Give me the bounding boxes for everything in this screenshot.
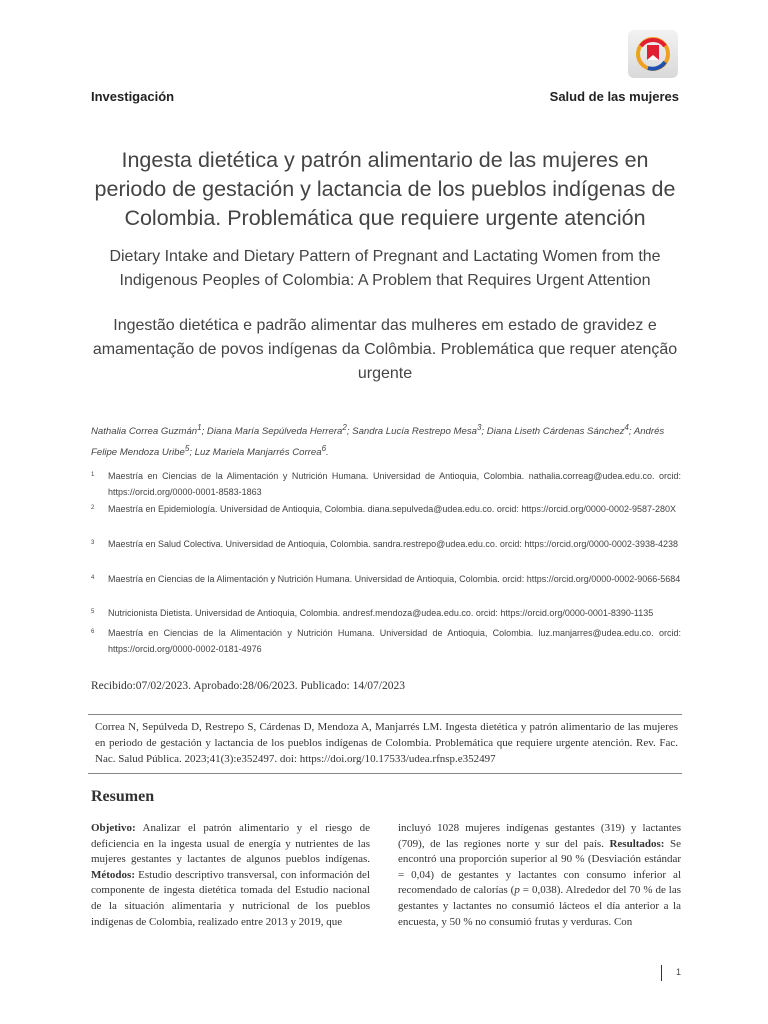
affiliation-5: 5 Nutricionista Dietista. Universidad de Antioquia, Colombia. andresf.mendoza@udea.edu.co. orcid: https://orcid.org/0000-0001-8390-1135 bbox=[91, 608, 654, 618]
title-portuguese: Ingestão dietética e padrão alimentar das mulheres em estado de gravidez e amamentação de povos indígenas da Colômbia. Problemática que requer atenção urgente bbox=[92, 317, 678, 382]
page-number: 1 bbox=[676, 967, 682, 977]
topic-label: Salud de las mujeres bbox=[549, 89, 679, 104]
author-list bbox=[91, 419, 681, 461]
objetivo-label: Objetivo: bbox=[91, 822, 136, 834]
page-divider bbox=[661, 965, 662, 981]
title-english: Dietary Intake and Dietary Pattern of Pregnant and Lactating Women from the Indigenous Peoples of Colombia: A Problem that Requires Urgent Attention bbox=[109, 248, 661, 289]
author: Diana María Sepúlveda Herrera$^2$; bbox=[206, 423, 353, 438]
affiliation-2: 2 Maestría en Epidemiología. Universidad de Antioquia, Colombia. diana.sepulveda@udea.edu.co. orcid: https://orcid.org/0000-0002-9587-280X bbox=[91, 504, 676, 514]
affiliation-1: 1 Maestría en Ciencias de la Alimentación y Nutrición Humana. Universidad de Antioquia, Colombia. nathalia.correag@udea.edu.co. orcid: https://orcid.org/0000-0001-8583-1863 bbox=[91, 471, 681, 497]
abstract-heading: Resumen bbox=[91, 788, 155, 805]
citation-text: Correa N, Sepúlveda D, Restrepo S, Cárdenas D, Mendoza A, Manjarrés LM. Ingesta dietética y patrón alimentario de las mujeres en periodo de gestación y lactancia de los pueblos indígenas de Colombia. Problemática que requiere urgente atención. Rev. Fac. Nac. Salud Pública. 2023;41(3):e352497. doi: https://doi.org/10.17533/udea.rfnsp.e352497 bbox=[95, 721, 678, 765]
journal-logo-icon bbox=[628, 30, 678, 78]
author: Nathalia Correa Guzmán$^1$; bbox=[91, 423, 207, 438]
abstract-column-left: Objetivo: Analizar el patrón alimentario y el riesgo de deficiencia en la ingesta usual de energía y nutrientes de las mujeres gestantes y lactantes de algunos pueblos indígenas. Métodos: Estudio descriptivo transversal, con información del componente de ingesta dietética tomada del Estudio nacional de la situación alimentaria y nutricional de los pueblos indígenas de Colombia, realizado entre 2013 y 2019, que bbox=[91, 822, 370, 928]
metodos-label: Métodos: bbox=[91, 868, 135, 881]
author: Diana Liseth Cárdenas Sánchez$^4$; bbox=[486, 423, 634, 438]
affiliation-3: 3 Maestría en Salud Colectiva. Universidad de Antioquia, Colombia. sandra.restrepo@udea.edu.co. orcid: https://orcid.org/0000-0002-3938-4238 bbox=[91, 539, 678, 549]
abstract-column-right: incluyó 1028 mujeres indígenas gestantes (319) y lactantes (709), de las regiones norte y sur del país. Resultados: Se encontró una proporción superior al 90 % (Desviación estándar = 0,04) de gestantes y lactantes con consumo inferior al recomendado de calorías (p = 0,038). Alrededor del 70 % de las gestantes y lactantes no consumió lácteos el día anterior a la encuesta, y 50 % no consumió frutas y verduras. Con bbox=[398, 822, 681, 928]
affiliation-6: 6 Maestría en Ciencias de la Alimentación y Nutrición Humana. Universidad de Antioquia, Colombia. luz.manjarres@udea.edu.co. orcid: https://orcid.org/0000-0002-0181-4976 bbox=[91, 628, 681, 654]
title-spanish: Ingesta dietética y patrón alimentario de las mujeres en periodo de gestación y lactancia de los pueblos indígenas de Colombia. Problemática que requiere urgente atención bbox=[94, 148, 676, 230]
author: Luz Mariela Manjarrés Correa$^6$. bbox=[194, 444, 329, 459]
publication-dates: Recibido:07/02/2023. Aprobado:28/06/2023. Publicado: 14/07/2023 bbox=[91, 680, 405, 692]
affiliation-4: 4 Maestría en Ciencias de la Alimentación y Nutrición Humana. Universidad de Antioquia, Colombia. orcid: https://orcid.org/0000-0002-9066-5684 bbox=[91, 574, 681, 584]
resultados-label: Resultados: bbox=[609, 837, 665, 850]
section-label: Investigación bbox=[91, 89, 175, 104]
author: Andrés Felipe Mendoza Uribe$^5$; bbox=[91, 426, 665, 459]
author: Sandra Lucía Restrepo Mesa$^3$; bbox=[352, 423, 487, 438]
